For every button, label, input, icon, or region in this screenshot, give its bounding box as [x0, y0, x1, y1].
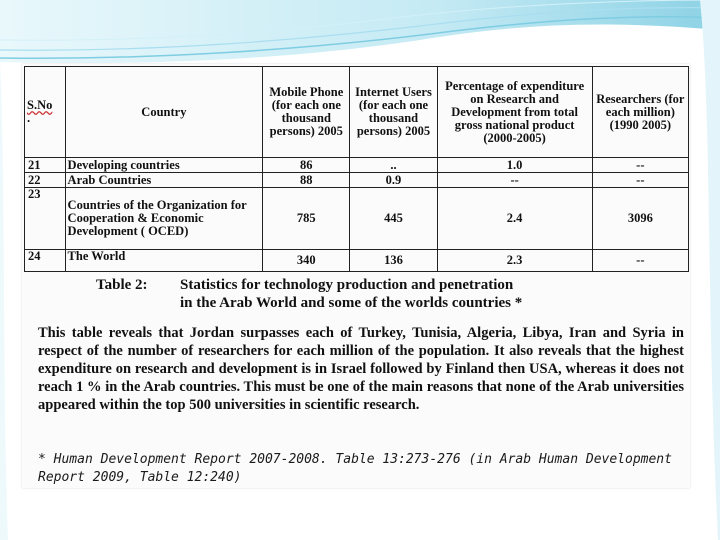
right-edge-wave: [700, 0, 720, 540]
table-row: [25, 158, 689, 173]
row-mobile: 785: [263, 188, 350, 250]
table-caption: [96, 276, 676, 312]
row-internet: 445: [350, 188, 437, 250]
caption-line-2: in the Arab World and some of the worlds countries *: [180, 295, 523, 311]
body-paragraph: This table reveals that Jordan surpasses each of Turkey, Tunisia, Algeria, Libya, Iran and Syria in respect of the number of researchers for each million of the population. It also reveals that the highest expenditure on research and development is in Israel followed by Finland then USA, whereas it does not reach 1 % in the Arab countries. This must be one of the main reasons that none of the Arab universities appeared within the top 500 universities in scientific research.: [38, 325, 684, 413]
row-number: 24: [25, 250, 66, 272]
row-country: Countries of the Organization for Cooperation & Economic Development ( OCED): [65, 188, 263, 250]
table-row: [25, 173, 689, 188]
row-country: Arab Countries: [65, 173, 263, 188]
row-researchers: --: [592, 173, 688, 188]
left-edge-wave: [0, 60, 8, 540]
row-rnd: 1.0: [437, 158, 592, 173]
row-mobile: 340: [263, 250, 350, 272]
header-internet: Internet Users (for each one thousand persons) 2005: [350, 67, 437, 158]
statistics-table: [24, 66, 689, 272]
source-footnote: * Human Development Report 2007-2008. Table 13:273-276 (in Arab Human Development Report 2009, Table 12:240): [38, 452, 672, 485]
row-country: The World: [65, 250, 263, 272]
row-internet: ..: [350, 158, 437, 173]
header-rnd: Percentage of expenditure on Research and Development from total gross national product (2000-2005): [437, 67, 592, 158]
header-mobile: Mobile Phone (for each one thousand persons) 2005: [263, 67, 350, 158]
row-internet: 0.9: [350, 173, 437, 188]
row-rnd: 2.3: [437, 250, 592, 272]
row-number: 23: [25, 188, 66, 250]
row-mobile: 86: [263, 158, 350, 173]
row-number: 21: [25, 158, 66, 173]
table-header-row: [25, 67, 689, 158]
row-rnd: 2.4: [437, 188, 592, 250]
row-researchers: --: [592, 250, 688, 272]
row-number: 22: [25, 173, 66, 188]
table-row: [25, 250, 689, 272]
header-researchers: Researchers (for each million) (1990 2005): [592, 67, 688, 158]
table-row: [25, 188, 689, 250]
header-country: Country: [65, 67, 263, 158]
row-researchers: --: [592, 158, 688, 173]
row-mobile: 88: [263, 173, 350, 188]
row-researchers: 3096: [592, 188, 688, 250]
caption-label: Table 2:: [96, 277, 148, 293]
row-country: Developing countries: [65, 158, 263, 173]
row-internet: 136: [350, 250, 437, 272]
row-rnd: --: [437, 173, 592, 188]
caption-line-1: Statistics for technology production and penetration: [180, 277, 514, 293]
header-sno: S.No .: [25, 67, 66, 158]
